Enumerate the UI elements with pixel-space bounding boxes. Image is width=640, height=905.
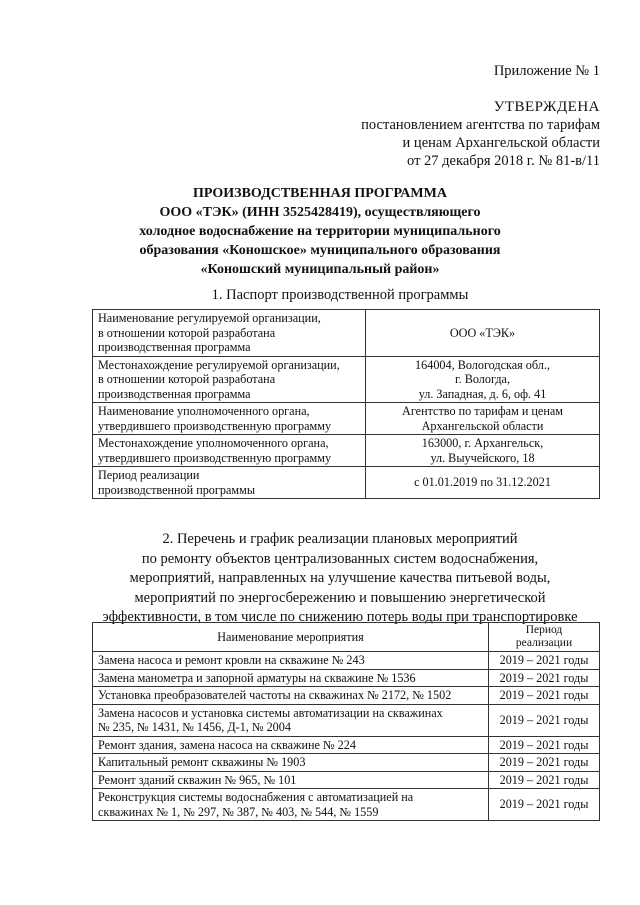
measure-period: 2019 – 2021 годы bbox=[489, 652, 600, 670]
approval-line: от 27 декабря 2018 г. № 81-в/11 bbox=[407, 153, 600, 169]
measure-name bbox=[93, 771, 489, 789]
cell-line: Местонахождение регулируемой организации, bbox=[98, 357, 340, 372]
passport-key bbox=[93, 403, 366, 435]
cell-line: 164004, Вологодская обл., bbox=[415, 357, 550, 372]
cell-line: Период реализации bbox=[98, 468, 200, 482]
cell-line: Наименование уполномоченного органа, bbox=[98, 404, 310, 418]
cell-line: Замена насосов и установка системы автоматизации на скважинах bbox=[98, 705, 443, 720]
table-row bbox=[93, 704, 600, 736]
cell-line: ООО «ТЭК» bbox=[449, 325, 516, 340]
title-line: мероприятий по энергосбережению и повышению энергетической bbox=[134, 589, 546, 606]
cell-line: Замена насоса и ремонт кровли на скважине № 243 bbox=[98, 653, 365, 667]
appendix-label: Приложение № 1 bbox=[493, 63, 600, 79]
cell-line: Установка преобразователей частоты на скважинах № 2172, № 1502 bbox=[98, 688, 452, 702]
title-line: образования «Коношское» муниципального образования bbox=[139, 243, 501, 258]
cell-line: Ремонт зданий скважин № 965, № 101 bbox=[98, 772, 297, 787]
measures-table bbox=[92, 622, 600, 821]
table-row bbox=[93, 356, 600, 403]
measure-name bbox=[93, 652, 489, 670]
cell-line: производственная программа bbox=[98, 386, 251, 401]
cell-line: реализации bbox=[515, 637, 573, 649]
cell-line: Замена манометра и запорной арматуры на скважине № 1536 bbox=[98, 670, 416, 685]
cell-line: Архангельской области bbox=[421, 418, 544, 433]
table-header-row bbox=[93, 623, 600, 652]
cell-line: утвердившего производственную программу bbox=[98, 450, 332, 465]
cell-line: Местонахождение уполномоченного органа, bbox=[98, 436, 329, 450]
table-row bbox=[93, 736, 600, 754]
table-row bbox=[93, 771, 600, 789]
measure-period: 2019 – 2021 годы bbox=[489, 789, 600, 821]
table-row bbox=[93, 669, 600, 687]
approval-line: и ценам Архангельской области bbox=[402, 135, 600, 151]
section1-title: 1. Паспорт производственной программы bbox=[211, 287, 469, 303]
measure-period: 2019 – 2021 годы bbox=[489, 669, 600, 687]
title-line: мероприятий, направленных на улучшение качества питьевой воды, bbox=[129, 570, 551, 586]
cell-line: ул. Западная, д. 6, оф. 41 bbox=[418, 386, 547, 401]
cell-line: ул. Выучейского, 18 bbox=[430, 450, 535, 465]
column-header-period bbox=[489, 623, 600, 652]
passport-value bbox=[366, 310, 600, 357]
passport-key bbox=[93, 310, 366, 357]
program-title bbox=[60, 184, 580, 279]
section2-title bbox=[60, 530, 620, 628]
cell-line: № 235, № 1431, № 1456, Д-1, № 2004 bbox=[98, 720, 291, 734]
title-line: эффективности, в том числе по снижению потерь воды при транспортировке bbox=[102, 609, 578, 625]
passport-key bbox=[93, 467, 366, 499]
cell-line: Наименование регулируемой организации, bbox=[98, 311, 321, 325]
cell-line: производственной программы bbox=[98, 482, 256, 497]
passport-value bbox=[366, 356, 600, 403]
cell-line: г. Вологда, bbox=[454, 372, 510, 386]
measure-name bbox=[93, 669, 489, 687]
passport-key bbox=[93, 435, 366, 467]
table-row bbox=[93, 754, 600, 772]
table-row bbox=[93, 403, 600, 435]
title-line: 2. Перечень и график реализации плановых мероприятий bbox=[162, 531, 518, 547]
measure-period: 2019 – 2021 годы bbox=[489, 736, 600, 754]
column-header-name: Наименование мероприятия bbox=[93, 623, 489, 652]
cell-line: Ремонт здания, замена насоса на скважине № 224 bbox=[98, 737, 356, 752]
passport-value bbox=[366, 403, 600, 435]
approval-stamp bbox=[300, 98, 600, 170]
cell-line: Реконструкция системы водоснабжения с автоматизацией на bbox=[98, 790, 414, 804]
table-row bbox=[93, 652, 600, 670]
title-line: ПРОИЗВОДСТВЕННАЯ ПРОГРАММА bbox=[193, 186, 447, 201]
passport-value bbox=[366, 467, 600, 499]
table-row bbox=[93, 467, 600, 499]
measure-period: 2019 – 2021 годы bbox=[489, 687, 600, 705]
cell-line: 163000, г. Архангельск, bbox=[421, 436, 544, 450]
approval-line: постановлением агентства по тарифам bbox=[361, 117, 600, 133]
measure-name bbox=[93, 754, 489, 772]
table-row bbox=[93, 310, 600, 357]
cell-line: в отношении которой разработана bbox=[98, 325, 276, 340]
cell-line: в отношении которой разработана bbox=[98, 372, 276, 386]
cell-line: Период bbox=[525, 624, 563, 636]
cell-line: производственная программа bbox=[98, 340, 251, 354]
measure-name bbox=[93, 736, 489, 754]
cell-line: Капитальный ремонт скважины № 1903 bbox=[98, 755, 306, 769]
table-row bbox=[93, 687, 600, 705]
measure-period: 2019 – 2021 годы bbox=[489, 754, 600, 772]
cell-line: Агентство по тарифам и ценам bbox=[402, 404, 563, 418]
measure-name bbox=[93, 704, 489, 736]
passport-key bbox=[93, 356, 366, 403]
title-line: холодное водоснабжение на территории муниципального bbox=[139, 224, 501, 239]
approved-heading: УТВЕРЖДЕНА bbox=[493, 99, 600, 115]
cell-line: скважинах № 1, № 297, № 387, № 403, № 544, № 1559 bbox=[98, 804, 379, 819]
cell-line: с 01.01.2019 по 31.12.2021 bbox=[414, 475, 551, 490]
title-line: «Коношский муниципальный район» bbox=[200, 262, 440, 277]
measure-period: 2019 – 2021 годы bbox=[489, 704, 600, 736]
table-row bbox=[93, 435, 600, 467]
title-line: ООО «ТЭК» (ИНН 3525428419), осуществляющего bbox=[159, 205, 481, 220]
title-line: по ремонту объектов централизованных систем водоснабжения, bbox=[141, 550, 539, 567]
measure-name bbox=[93, 687, 489, 705]
cell-line: утвердившего производственную программу bbox=[98, 418, 332, 433]
measure-period: 2019 – 2021 годы bbox=[489, 771, 600, 789]
table-row bbox=[93, 789, 600, 821]
passport-table bbox=[92, 309, 600, 499]
passport-value bbox=[366, 435, 600, 467]
measure-name bbox=[93, 789, 489, 821]
